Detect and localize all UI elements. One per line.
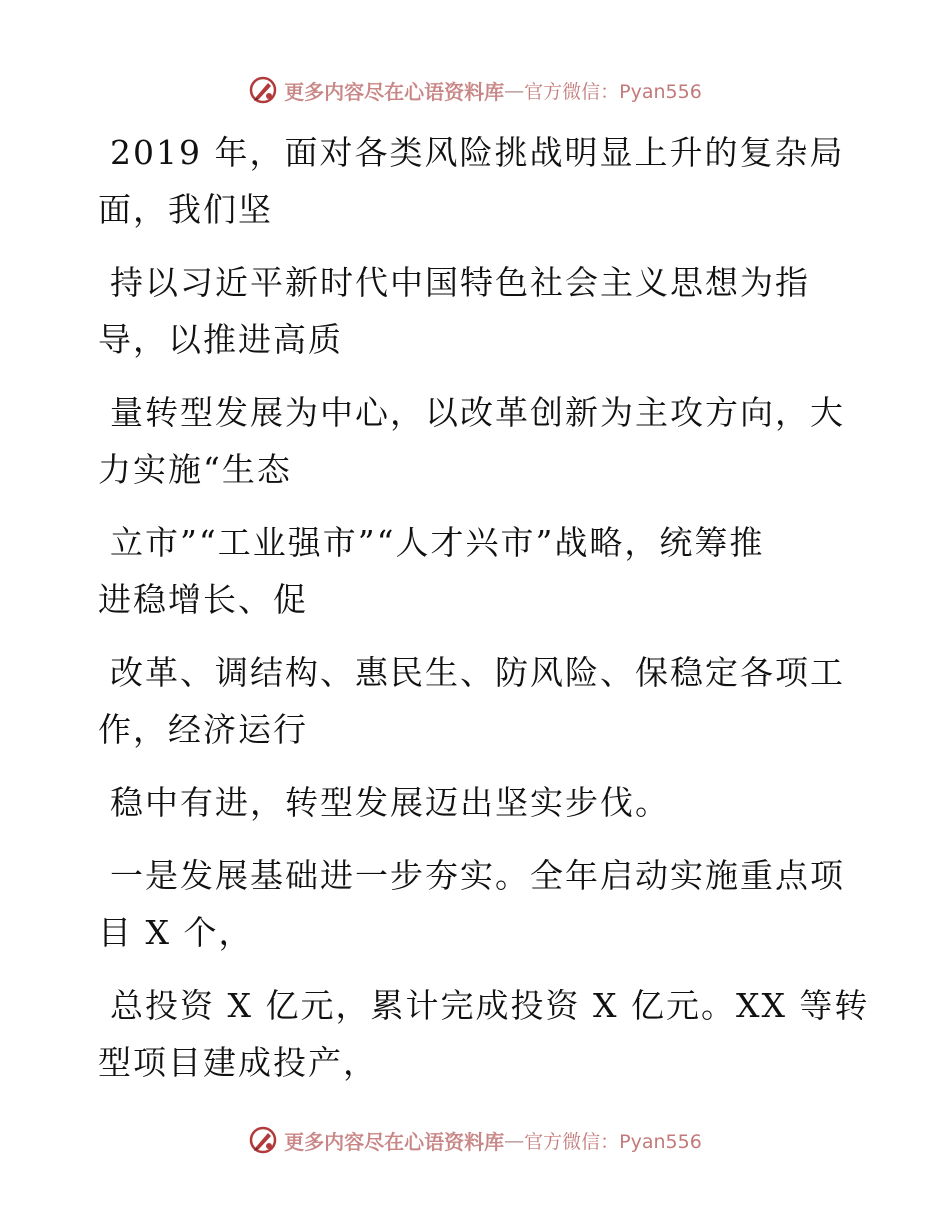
footer-banner (0, 1122, 950, 1158)
paragraph (98, 124, 858, 238)
paragraph (98, 384, 858, 498)
paragraph-line: 2019 年，面对各类风险挑战明显上升的复杂局 (110, 133, 845, 172)
paragraph-line: 量转型发展为中心，以改革创新为主攻方向，大 (110, 393, 845, 432)
banner-title: 更多内容尽在心语资料库 (284, 1129, 505, 1154)
paragraph-line: 面，我们坚 (98, 190, 273, 229)
paragraph (98, 847, 858, 961)
banner-contact: 官方微信：Pyan556 (524, 1130, 702, 1153)
paragraph-line: 目 X 个， (98, 913, 254, 952)
banner-separator: — (504, 1128, 525, 1152)
paragraph-line: 持以习近平新时代中国特色社会主义思想为指 (110, 263, 810, 302)
pen-logo-icon (248, 75, 278, 105)
paragraph-line: 导，以推进高质 (98, 320, 343, 359)
paragraph (98, 644, 858, 758)
banner-contact: 官方微信：Pyan556 (524, 80, 702, 103)
paragraph-line: 总投资 X 亿元，累计完成投资 X 亿元。XX 等转 (110, 986, 870, 1025)
paragraph-line: 力实施“生态 (98, 450, 292, 489)
banner-title: 更多内容尽在心语资料库 (284, 79, 505, 104)
document-body (98, 124, 870, 1107)
paragraph-line: 稳中有进，转型发展迈出坚实步伐。 (110, 783, 670, 822)
paragraph (98, 514, 858, 628)
paragraph-line: 改革、调结构、惠民生、防风险、保稳定各项工 (110, 653, 845, 692)
paragraph (98, 254, 858, 368)
paragraph (98, 977, 870, 1091)
paragraph-line: 作，经济运行 (98, 710, 308, 749)
paragraph-line: 立市”“工业强市”“人才兴市”战略，统筹推 (110, 523, 765, 562)
paragraph-line: 进稳增长、促 (98, 580, 308, 619)
paragraph-line: 一是发展基础进一步夯实。全年启动实施重点项 (110, 856, 845, 895)
paragraph-line: 型项目建成投产， (98, 1043, 378, 1082)
paragraph (98, 774, 858, 831)
banner-separator: — (504, 78, 525, 102)
header-banner (0, 72, 950, 108)
pen-logo-icon (248, 1125, 278, 1155)
